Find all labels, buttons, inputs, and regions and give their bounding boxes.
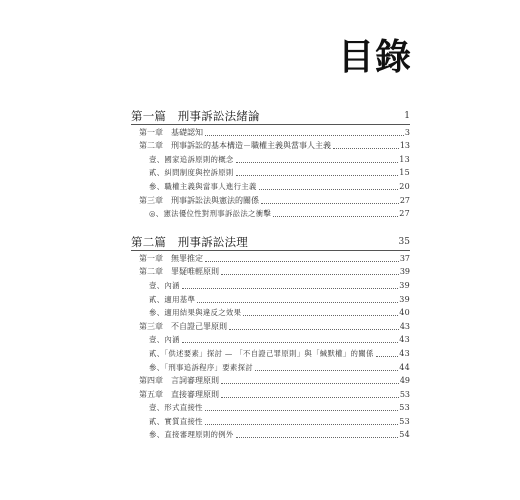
dot-leader [182, 288, 398, 289]
toc-section-entry[interactable] [131, 207, 410, 221]
toc-chapter-entry[interactable] [131, 374, 410, 388]
toc-section-entry[interactable] [131, 152, 410, 166]
toc-page-number: 13 [399, 141, 410, 151]
toc-entry-label: 參、適用結果與違反之效果 [149, 308, 242, 318]
dot-leader [236, 175, 399, 176]
toc-entry-label: 貳、糾問制度與控訴原則 [149, 168, 234, 178]
dot-leader [236, 437, 399, 438]
dot-leader [221, 383, 399, 384]
toc-entry-label: 第三章 刑事訴訟法與憲法的關係 [139, 195, 259, 205]
toc-entry-label: 第二篇 刑事訴訟法理 [131, 235, 248, 250]
toc-entry-label: 貳、適用基準 [149, 294, 196, 304]
toc-chapter-entry[interactable] [131, 265, 410, 279]
dot-leader [333, 148, 399, 149]
toc-page-number: 1 [404, 111, 410, 121]
toc-section-entry[interactable] [131, 278, 410, 292]
dot-leader [259, 189, 399, 190]
toc-entry-label: 參、職權主義與當事人進行主義 [149, 181, 257, 191]
dot-leader [376, 356, 399, 357]
dot-leader [221, 274, 399, 275]
dot-leader [205, 424, 398, 425]
toc-chapter-entry[interactable] [131, 139, 410, 153]
toc-entry-label: 貳、實質直接性 [149, 416, 203, 426]
dot-leader [182, 342, 398, 343]
dot-leader [229, 329, 399, 330]
page-title: 目錄 [337, 37, 412, 78]
toc-page-number: 37 [399, 253, 410, 263]
toc-section-entry[interactable] [131, 306, 410, 320]
toc-spacer [131, 220, 410, 234]
toc-entry-label: 壹、內涵 [149, 335, 180, 345]
toc-page-number: 15 [399, 168, 410, 178]
toc-entry-label: 第三章 不自證己罪原則 [139, 321, 227, 331]
toc-page-number: 40 [399, 308, 410, 318]
toc-page-number: 43 [399, 321, 410, 331]
toc-entry-label: 壹、內涵 [149, 280, 180, 290]
toc-chapter-entry[interactable] [131, 251, 410, 265]
toc-page-number: 35 [398, 237, 410, 248]
toc-page-number: 53 [399, 403, 410, 413]
dot-leader [273, 216, 398, 217]
toc-entry-label: 壹、國家追訴原則的概念 [149, 154, 234, 164]
dot-leader [205, 261, 399, 262]
toc-page-number: 53 [399, 416, 410, 426]
toc-entry-label: 第五章 直接審理原則 [139, 389, 219, 399]
toc-entry-label: 第一章 無罪推定 [139, 253, 203, 263]
toc-section-entry[interactable] [131, 292, 410, 306]
toc-chapter-entry[interactable] [131, 387, 410, 401]
dot-leader [236, 162, 399, 163]
toc-section-entry[interactable] [131, 401, 410, 415]
dot-leader [255, 370, 398, 371]
toc-page-number: 3 [404, 127, 410, 137]
toc-page-number: 39 [399, 294, 410, 304]
toc-page-number: 20 [399, 181, 410, 191]
toc-page-number: 53 [399, 389, 410, 399]
toc-page-number: 27 [399, 195, 410, 205]
toc-section-entry[interactable] [131, 428, 410, 442]
toc-entry-label: 第四章 言詞審理原則 [139, 376, 219, 386]
toc-entry-label: ◎、憲法優位性對刑事訴訟法之衝擊 [149, 209, 272, 219]
toc-page-number: 54 [399, 430, 410, 440]
toc-page-number: 27 [399, 209, 410, 219]
toc-page-number: 39 [399, 280, 410, 290]
toc-section-entry[interactable] [131, 333, 410, 347]
toc-chapter-entry[interactable] [131, 125, 410, 139]
toc-entry-label: 貳、「供述要素」探討 — 「不自證己罪原則」與「緘默權」的關係 [149, 348, 374, 358]
toc-entry-label: 第二章 刑事訴訟的基本構造－職權主義與當事人主義 [139, 141, 331, 151]
toc-entry-label: 第二章 罪疑唯輕原則 [139, 267, 219, 277]
toc-page-number: 49 [399, 376, 410, 386]
dot-leader [221, 397, 399, 398]
toc-part-entry[interactable] [131, 234, 410, 251]
toc-page-number: 43 [399, 335, 410, 345]
toc-chapter-entry[interactable] [131, 319, 410, 333]
toc-page-number: 43 [399, 348, 410, 358]
toc-entry-label: 第一篇 刑事訴訟法緒論 [131, 109, 260, 123]
toc-entry-label: 參、直接審理原則的例外 [149, 430, 234, 440]
dot-leader [261, 203, 399, 204]
dot-leader [205, 135, 404, 136]
table-of-contents [131, 108, 410, 441]
toc-page-number: 13 [399, 154, 410, 164]
toc-part-entry[interactable] [131, 108, 410, 125]
dot-leader [243, 315, 398, 316]
toc-section-entry[interactable] [131, 360, 410, 374]
toc-section-entry[interactable] [131, 179, 410, 193]
dot-leader [205, 410, 398, 411]
toc-entry-label: 第一章 基礎認知 [139, 127, 203, 137]
toc-chapter-entry[interactable] [131, 193, 410, 207]
toc-entry-label: 壹、形式直接性 [149, 403, 203, 413]
toc-section-entry[interactable] [131, 414, 410, 428]
toc-section-entry[interactable] [131, 166, 410, 180]
toc-entry-label: 參、「刑事追訴程序」要素探討 [149, 362, 253, 372]
toc-section-entry[interactable] [131, 346, 410, 360]
toc-page-number: 44 [399, 362, 410, 372]
toc-page-number: 39 [399, 267, 410, 277]
dot-leader [197, 302, 398, 303]
